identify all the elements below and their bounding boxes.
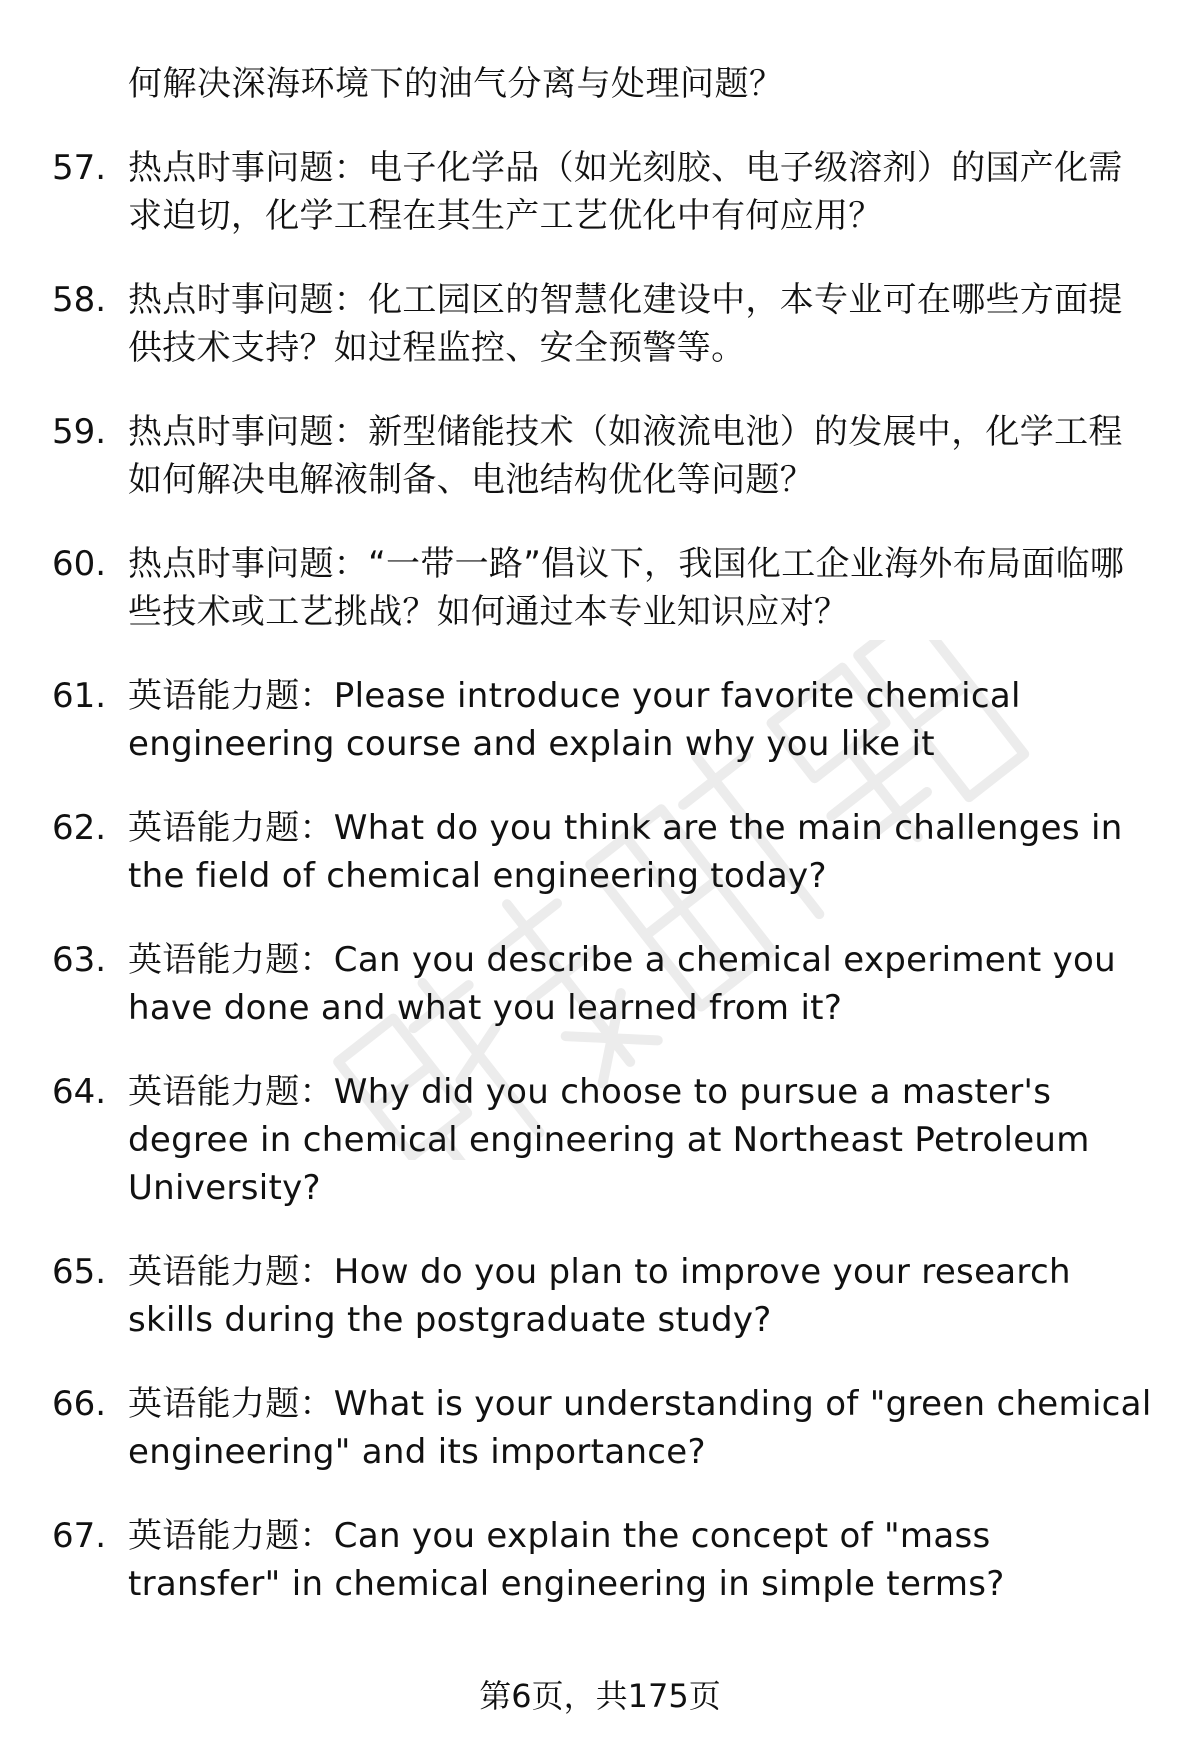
question-item bbox=[52, 804, 1152, 900]
question-number: 62. bbox=[52, 808, 107, 848]
question-item bbox=[52, 1512, 1152, 1608]
question-list bbox=[52, 60, 1152, 1644]
question-number: 58. bbox=[52, 280, 107, 320]
question-text: 热点时事问题：新型储能技术（如液流电池）的发展中，化学工程如何解决电解液制备、电池结构优化等问题？ bbox=[128, 412, 1123, 500]
question-text: 热点时事问题：“一带一路”倡议下，我国化工企业海外布局面临哪些技术或工艺挑战？如何通过本专业知识应对？ bbox=[128, 544, 1125, 632]
question-text: 英语能力题：What is your understanding of "green chemical engineering" and its importance? bbox=[128, 1384, 1152, 1472]
question-text: 英语能力题：Can you explain the concept of "mass transfer" in chemical engineering in simple terms? bbox=[128, 1516, 1005, 1604]
question-text: 英语能力题：Why did you choose to pursue a master's degree in chemical engineering at Northeast Petroleum University? bbox=[128, 1072, 1090, 1208]
question-item bbox=[52, 1380, 1152, 1476]
continued-question-text: 何解决深海环境下的油气分离与处理问题？ bbox=[128, 64, 784, 104]
question-number: 63. bbox=[52, 940, 107, 980]
question-item bbox=[52, 144, 1152, 240]
question-item bbox=[52, 672, 1152, 768]
question-item bbox=[52, 936, 1152, 1032]
question-number: 57. bbox=[52, 148, 107, 188]
question-number: 60. bbox=[52, 544, 107, 584]
question-text: 英语能力题：How do you plan to improve your research skills during the postgraduate study? bbox=[128, 1252, 1071, 1340]
question-text: 英语能力题：Can you describe a chemical experiment you have done and what you learned from it? bbox=[128, 940, 1116, 1028]
question-text: 热点时事问题：化工园区的智慧化建设中，本专业可在哪些方面提供技术支持？如过程监控、安全预警等。 bbox=[128, 280, 1123, 368]
question-number: 61. bbox=[52, 676, 107, 716]
question-item bbox=[52, 540, 1152, 636]
question-text: 英语能力题：What do you think are the main challenges in the field of chemical engineering today? bbox=[128, 808, 1123, 896]
question-number: 59. bbox=[52, 412, 107, 452]
question-item bbox=[52, 1248, 1152, 1344]
question-number: 65. bbox=[52, 1252, 107, 1292]
question-text: 热点时事问题：电子化学品（如光刻胶、电子级溶剂）的国产化需求迫切，化学工程在其生产工艺优化中有何应用？ bbox=[128, 148, 1123, 236]
question-number: 64. bbox=[52, 1072, 107, 1112]
question-item bbox=[52, 408, 1152, 504]
question-number: 67. bbox=[52, 1516, 107, 1556]
question-text: 英语能力题：Please introduce your favorite chemical engineering course and explain why you like it bbox=[128, 676, 1021, 764]
question-item bbox=[52, 1068, 1152, 1212]
question-number: 66. bbox=[52, 1384, 107, 1424]
question-item bbox=[52, 276, 1152, 372]
page-footer: 第6页，共175页 bbox=[479, 1677, 721, 1715]
